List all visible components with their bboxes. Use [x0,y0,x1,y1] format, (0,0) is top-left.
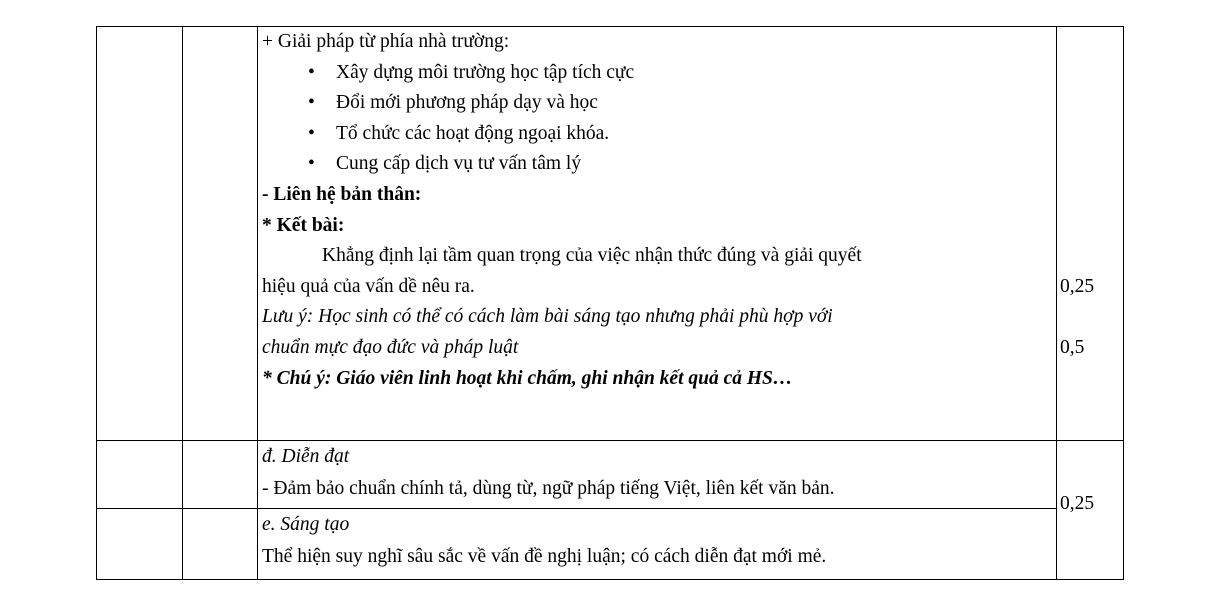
conclusion-heading: * Kết bài: [262,214,345,236]
school-solutions-heading [262,27,1056,58]
school-solutions-heading-text: + Giải pháp từ phía nhà trường: [262,31,510,52]
conclusion-text-line2: hiệu quả của vấn dề nêu ra. [262,275,475,297]
table-row [97,27,1124,441]
empty-cell [97,27,183,441]
list-item-text: Xây dựng môi trường học tập tích cực [336,61,635,83]
empty-cell [97,509,183,580]
merged-score: 0,25 [1060,493,1095,514]
list-item [262,58,1056,89]
merged-score-cell [1057,441,1124,580]
list-item-text: Tổ chức các hoạt động ngoại khóa. [336,122,610,144]
content-cell [258,27,1057,441]
conclusion-score: 0,25 [1060,276,1095,297]
note-line2: chuẩn mực đạo đức và pháp luật [262,336,519,358]
expression-cell [258,441,1057,509]
bullet-icon: • [308,92,315,114]
list-item-text: Cung cấp dịch vụ tư vấn tâm lý [336,153,582,175]
empty-cell [183,441,258,509]
bullet-icon: • [308,153,315,175]
empty-cell [183,509,258,580]
empty-cell [183,27,258,441]
table-row [97,441,1124,509]
self-connection-heading: - Liên hệ bản thân: [262,183,422,205]
list-item [262,119,1056,150]
empty-cell [97,441,183,509]
grading-table [96,26,1124,580]
list-item [262,149,1056,180]
attention-note: * Chú ý: Giáo viên linh hoạt khi chấm, ghi nhận kết quả cả HS… [262,367,793,389]
bullet-icon: • [308,122,315,144]
note-score: 0,5 [1060,336,1085,358]
conclusion-text-line1: Khẳng định lại tầm quan trọng của việc nhận thức đúng và giải quyết [322,245,862,267]
list-item [262,88,1056,119]
expression-label: đ. Diễn đạt [262,446,350,467]
creativity-label: e. Sáng tạo [262,514,350,535]
score-cell [1057,27,1124,441]
creativity-text: Thể hiện suy nghĩ sâu sắc về vấn đề nghị luận; có cách diễn đạt mới mẻ. [262,545,827,567]
list-item-text: Đổi mới phương pháp dạy và học [336,92,598,114]
table-row [97,509,1124,580]
expression-text: - Đảm bảo chuẩn chính tả, dùng từ, ngữ pháp tiếng Việt, liên kết văn bản. [262,477,835,499]
note-line1: Lưu ý: Học sinh có thể có cách làm bài sáng tạo nhưng phải phù hợp với [262,306,833,328]
creativity-cell [258,509,1057,580]
bullet-icon: • [308,61,315,83]
